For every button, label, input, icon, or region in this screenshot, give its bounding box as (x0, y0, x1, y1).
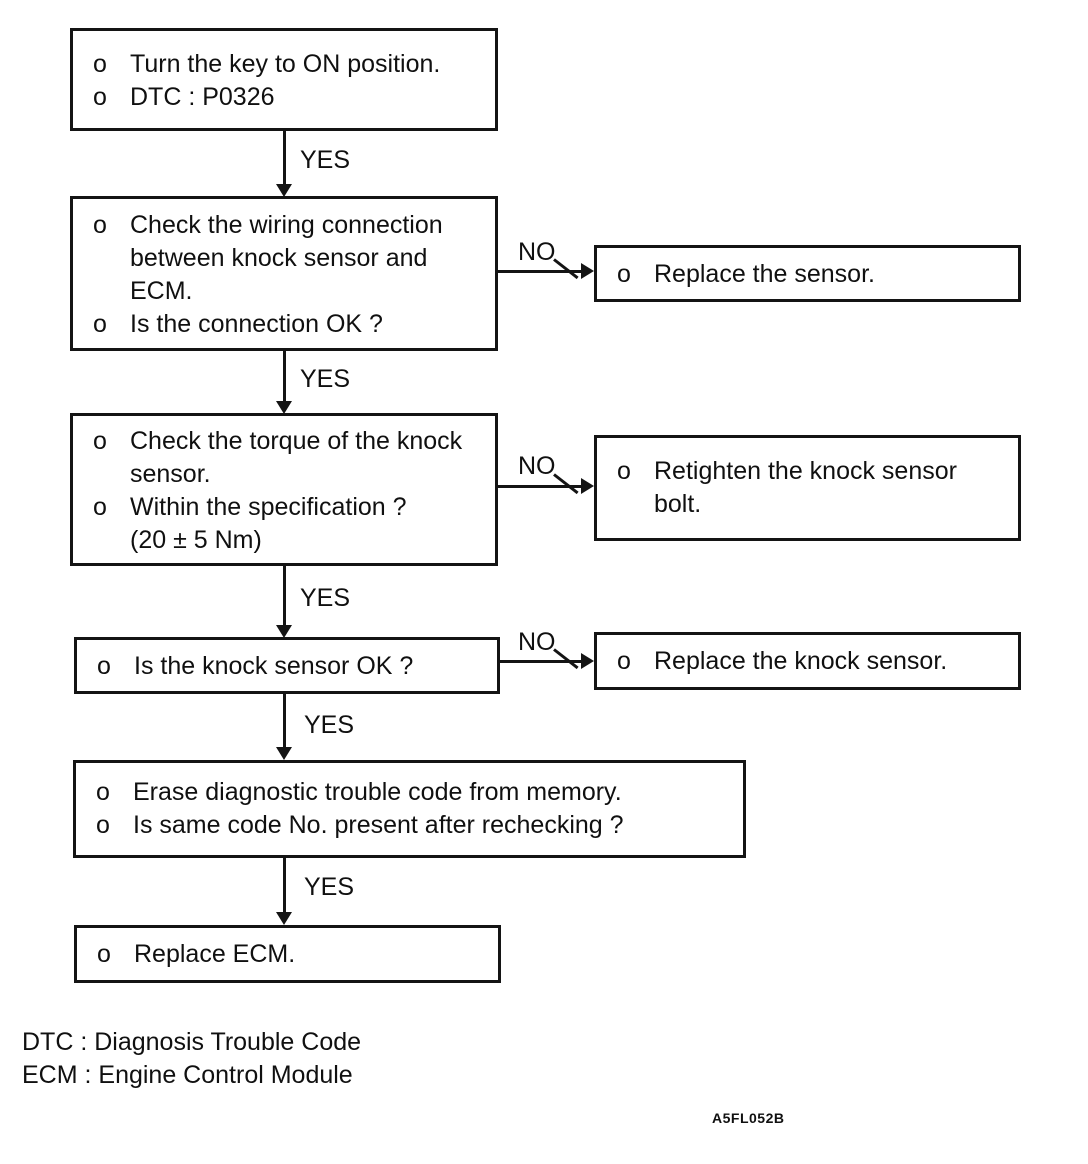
step-box-4 (74, 637, 500, 694)
yes-label-4: YES (304, 711, 355, 739)
bullet-marker: o (96, 778, 110, 806)
branch-box-1 (594, 245, 1021, 302)
branch-line (617, 645, 1010, 678)
step-text: Within the specification ? (130, 493, 407, 521)
no-arrow-1-head (581, 263, 594, 279)
legend-ecm: ECM : Engine Control Module (22, 1061, 353, 1089)
yes-label-3: YES (300, 584, 351, 612)
figure-code: A5FL052B (712, 1110, 785, 1126)
branch-line (617, 455, 1010, 488)
no-arrow-3-tick (553, 648, 578, 669)
no-arrow-2-head (581, 478, 594, 494)
step-box-3 (70, 413, 498, 566)
step-text: Is the connection OK ? (130, 310, 383, 338)
step-line (93, 81, 487, 114)
branch-box-2 (594, 435, 1021, 541)
no-label-3: NO (518, 628, 556, 656)
yes-arrow-3-line (283, 566, 286, 625)
step-line (93, 308, 487, 341)
bullet-marker: o (93, 493, 107, 521)
step-box-5 (73, 760, 746, 858)
step-line (93, 491, 487, 524)
legend-dtc: DTC : Diagnosis Trouble Code (22, 1028, 362, 1056)
yes-label-5: YES (304, 873, 355, 901)
branch-box-3 (594, 632, 1021, 690)
step-line (93, 48, 487, 81)
yes-arrow-1-line (283, 131, 286, 184)
step-box-2 (70, 196, 498, 351)
step-text: DTC : P0326 (130, 83, 275, 111)
no-label-1: NO (518, 238, 556, 266)
bullet-marker: o (617, 260, 631, 288)
branch-text: bolt. (654, 490, 702, 518)
yes-arrow-2-line (283, 351, 286, 401)
bullet-marker: o (617, 457, 631, 485)
yes-arrow-4-head (276, 747, 292, 760)
step-box-1 (70, 28, 498, 131)
step-line (93, 458, 487, 491)
bullet-marker: o (96, 811, 110, 839)
bullet-marker: o (93, 50, 107, 78)
bullet-marker: o (93, 83, 107, 111)
no-label-2: NO (518, 452, 556, 480)
yes-label-1: YES (300, 146, 351, 174)
step-text: Erase diagnostic trouble code from memory. (133, 778, 622, 806)
step-text: Check the torque of the knock (130, 427, 463, 455)
step-text: (20 ± 5 Nm) (130, 526, 262, 554)
step-text: Is the knock sensor OK ? (134, 652, 414, 680)
bullet-marker: o (93, 211, 107, 239)
branch-text: Replace the knock sensor. (654, 647, 948, 675)
step-line (97, 650, 489, 683)
step-text: ECM. (130, 277, 193, 305)
branch-line (617, 258, 1010, 291)
bullet-marker: o (617, 647, 631, 675)
bullet-marker: o (93, 427, 107, 455)
step-text: Turn the key to ON position. (130, 50, 441, 78)
step-text: Is same code No. present after rechecking ? (133, 811, 624, 839)
step-line (93, 275, 487, 308)
step-text: Replace ECM. (134, 940, 296, 968)
bullet-marker: o (93, 310, 107, 338)
no-arrow-1-tick (553, 258, 578, 279)
step-box-6 (74, 925, 501, 983)
yes-arrow-5-head (276, 912, 292, 925)
branch-line (617, 488, 1010, 521)
step-line (93, 425, 487, 458)
step-line (93, 524, 487, 557)
step-line (96, 809, 735, 842)
step-text: between knock sensor and (130, 244, 428, 272)
step-line (93, 242, 487, 275)
yes-arrow-5-line (283, 858, 286, 912)
branch-text: Retighten the knock sensor (654, 457, 957, 485)
step-text: Check the wiring connection (130, 211, 443, 239)
branch-text: Replace the sensor. (654, 260, 875, 288)
bullet-marker: o (97, 652, 111, 680)
yes-arrow-4-line (283, 694, 286, 747)
step-text: sensor. (130, 460, 211, 488)
no-arrow-3-head (581, 653, 594, 669)
step-line (93, 209, 487, 242)
step-line (97, 938, 490, 971)
no-arrow-2-tick (553, 473, 578, 494)
step-line (96, 776, 735, 809)
bullet-marker: o (97, 940, 111, 968)
yes-label-2: YES (300, 365, 351, 393)
